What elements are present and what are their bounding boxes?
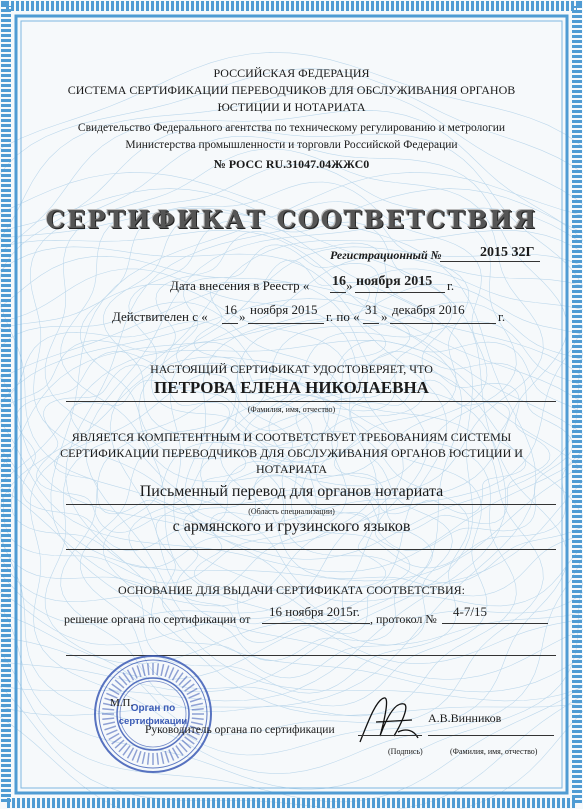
official-stamp [92, 653, 214, 775]
validity-from-month-underline [248, 323, 324, 324]
basis-date-underline [262, 623, 370, 624]
registry-month-underline [355, 292, 445, 293]
header-system-line2: ЮСТИЦИИ И НОТАРИАТА [217, 100, 366, 114]
validity-to-day-underline [363, 323, 379, 324]
validity-to-month-year: декабря 2016 [392, 302, 465, 317]
registration-number: 2015 32Г [480, 245, 535, 260]
basis-date: 16 ноября 2015г. [269, 604, 360, 619]
seal-place-label: М.П. [110, 697, 134, 709]
signature-caption: (Подпись) [388, 747, 423, 756]
validity-from-day-underline [222, 323, 238, 324]
validity-from-month-year: ноября 2015 [250, 302, 318, 317]
languages-text: с армянского и грузинского языков [172, 518, 411, 535]
validity-label: Действителен с « [112, 309, 208, 324]
validity-to-mid: » [381, 309, 388, 324]
competence-line2: СЕРТИФИКАЦИИ ПЕРЕВОДЧИКОВ ДЛЯ ОБСЛУЖИВАНИЯ ОРГАНОВ ЮСТИЦИИ И [60, 446, 523, 460]
head-of-body-label: Руководитель органа по сертификации [145, 724, 335, 736]
header-agency: Свидетельство Федерального агентства по техническому регулированию и метрологии [77, 122, 506, 134]
stamp-center-line1: Орган по [130, 703, 176, 714]
specialization-underline [66, 504, 556, 505]
validity-to-label: г. по « [326, 309, 360, 324]
registry-date-mid: » [346, 278, 353, 293]
validity-suffix: г. [498, 309, 506, 324]
registry-date-day: 16 [332, 274, 346, 289]
certificate-title: СЕРТИФИКАТ СООТВЕТСТВИЯ [45, 205, 538, 234]
validity-from-day: 16 [224, 302, 237, 317]
protocol-label: , протокол № [370, 612, 437, 626]
signature-underline [358, 735, 422, 736]
basis-label: решение органа по сертификации от [64, 612, 251, 626]
validity-from-mid: » [239, 309, 246, 324]
signer-name-caption: (Фамилия, имя, отчество) [450, 747, 538, 756]
registry-date-month-year: ноября 2015 [356, 274, 433, 289]
signer-name-underline [428, 735, 554, 736]
registry-date-label: Дата внесения в Реестр « [170, 278, 310, 293]
header-ministry: Министерства промышленности и торговли Российской Федерации [125, 139, 458, 151]
holder-name-caption: (Фамилия, имя, отчество) [247, 405, 336, 414]
protocol-underline [442, 623, 548, 624]
validity-to-day: 31 [365, 302, 378, 317]
validity-to-month-underline [390, 323, 496, 324]
competence-line3: НОТАРИАТА [255, 462, 328, 476]
registry-date-suffix: г. [447, 278, 455, 293]
protocol-number: 4-7/15 [453, 604, 487, 619]
languages-underline [66, 549, 556, 550]
handwritten-signature [354, 692, 424, 750]
certifies-text: НАСТОЯЩИЙ СЕРТИФИКАТ УДОСТОВЕРЯЕТ, ЧТО [150, 362, 433, 376]
specialization-text: Письменный перевод для органов нотариата [139, 483, 444, 500]
specialization-caption: (Область специализации) [248, 507, 335, 516]
signer-name: А.В.Винников [428, 711, 502, 725]
registration-label: Регистрационный № [330, 248, 442, 262]
header-country: РОССИЙСКАЯ ФЕДЕРАЦИЯ [213, 66, 370, 80]
stamp-center-line2: сертификации [118, 716, 188, 727]
registration-underline [440, 261, 540, 262]
basis-title: ОСНОВАНИЕ ДЛЯ ВЫДАЧИ СЕРТИФИКАТА СООТВЕТСТВИЯ: [118, 583, 465, 597]
competence-line1: ЯВЛЯЕТСЯ КОМПЕТЕНТНЫМ И СООТВЕТСТВУЕТ ТРЕБОВАНИЯМ СИСТЕМЫ [71, 430, 512, 444]
header-system-line1: СИСТЕМА СЕРТИФИКАЦИИ ПЕРЕВОДЧИКОВ ДЛЯ ОБСЛУЖИВАНИЯ ОРГАНОВ [67, 83, 516, 97]
registry-day-underline [330, 292, 346, 293]
header-system-number: № РОСС RU.31047.04ЖЖС0 [213, 157, 370, 171]
holder-name: ПЕТРОВА ЕЛЕНА НИКОЛАЕВНА [154, 378, 429, 397]
holder-name-underline [66, 401, 556, 402]
